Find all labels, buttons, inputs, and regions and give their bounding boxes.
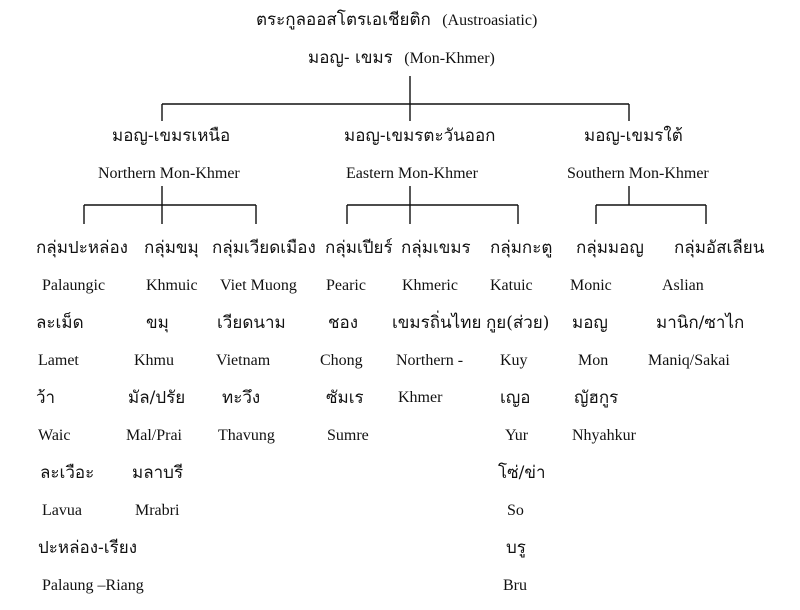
- group-khmuic-english: Khmuic: [146, 277, 198, 294]
- group-monic-thai: กลุ่มมอญ: [576, 238, 644, 258]
- lang-monic-2: Mon: [578, 352, 609, 369]
- lang-khmuic-5: มลาบรี: [132, 463, 184, 483]
- lang-vietmuong-4: Thavung: [218, 427, 275, 444]
- lang-katuic-8: Bru: [503, 577, 527, 594]
- lang-pearic-4: Sumre: [327, 427, 369, 444]
- division-south-english: Southern Mon-Khmer: [567, 165, 709, 182]
- lang-palaungic-3: ว้า: [36, 388, 56, 408]
- group-palaungic-thai: กลุ่มปะหล่อง: [36, 238, 128, 258]
- lang-palaungic-1: ละเม็ด: [36, 313, 84, 333]
- lang-khmuic-2: Khmu: [134, 352, 174, 369]
- division-north-english: Northern Mon-Khmer: [98, 165, 240, 182]
- division-south-thai: มอญ-เขมรใต้: [584, 126, 683, 146]
- group-pearic-thai: กลุ่มเปียร์: [325, 238, 393, 258]
- root-branch: [308, 50, 495, 67]
- lang-palaungic-7: ปะหล่อง-เรียง: [38, 538, 138, 558]
- lang-pearic-3: ซัมเร: [326, 388, 364, 408]
- lang-katuic-4: Yur: [505, 427, 529, 444]
- lang-vietmuong-3: ทะวึง: [222, 388, 261, 408]
- root-branch-english: (Mon-Khmer): [404, 50, 495, 67]
- lang-monic-3: ญัฮกูร: [574, 388, 619, 408]
- lang-khmuic-1: ขมุ: [146, 313, 169, 333]
- lang-khmuic-3: มัล/ปรัย: [128, 388, 186, 408]
- lang-palaungic-2: Lamet: [38, 352, 79, 369]
- group-aslian-thai: กลุ่มอัสเลียน: [674, 238, 765, 258]
- lang-vietmuong-1: เวียดนาม: [217, 313, 286, 333]
- lang-aslian-2: Maniq/Sakai: [648, 352, 730, 369]
- group-palaungic-english: Palaungic: [42, 277, 106, 294]
- lang-khmeric-3: Khmer: [398, 389, 443, 406]
- lang-khmeric-1: เขมรถิ่นไทย: [392, 313, 482, 333]
- group-vietmuong-english: Viet Muong: [220, 277, 297, 294]
- lang-katuic-1: กูย(ส่วย): [486, 313, 550, 333]
- division-north-thai: มอญ-เขมรเหนือ: [112, 126, 231, 146]
- root-title: [256, 12, 537, 29]
- lang-vietmuong-2: Vietnam: [216, 352, 271, 369]
- lang-katuic-3: เญอ: [500, 388, 531, 408]
- group-aslian-english: Aslian: [662, 277, 704, 294]
- group-pearic-english: Pearic: [326, 277, 366, 294]
- lang-khmuic-4: Mal/Prai: [126, 427, 182, 444]
- group-khmuic-thai: กลุ่มขมุ: [144, 238, 199, 258]
- group-vietmuong-thai: กลุ่มเวียดเมือง: [212, 238, 316, 258]
- lang-palaungic-8: Palaung –Riang: [42, 577, 144, 594]
- lang-katuic-2: Kuy: [500, 352, 528, 369]
- root-branch-thai: มอญ- เขมร: [308, 48, 393, 68]
- group-khmeric-english: Khmeric: [402, 277, 458, 294]
- lang-katuic-5: โซ่/ข่า: [498, 463, 546, 483]
- lang-palaungic-4: Waic: [38, 427, 71, 444]
- group-katuic-english: Katuic: [490, 277, 533, 294]
- lang-katuic-6: So: [507, 502, 524, 519]
- group-khmeric-thai: กลุ่มเขมร: [401, 238, 471, 258]
- division-east-thai: มอญ-เขมรตะวันออก: [344, 126, 496, 146]
- lang-palaungic-5: ละเวือะ: [40, 463, 95, 483]
- root-family-english: (Austroasiatic): [442, 12, 538, 29]
- lang-khmuic-6: Mrabri: [135, 502, 180, 519]
- lang-katuic-7: บรู: [506, 538, 526, 558]
- division-east-english: Eastern Mon-Khmer: [346, 165, 478, 182]
- lang-monic-1: มอญ: [572, 313, 608, 333]
- lang-pearic-2: Chong: [320, 352, 363, 369]
- group-katuic-thai: กลุ่มกะตู: [490, 238, 553, 258]
- lang-pearic-1: ชอง: [328, 313, 359, 333]
- lang-monic-4: Nhyahkur: [572, 427, 636, 444]
- lang-aslian-1: มานิก/ซาไก: [656, 313, 745, 333]
- root-family-thai: ตระกูลออสโตรเอเชียติก: [256, 10, 431, 30]
- group-monic-english: Monic: [570, 277, 612, 294]
- lang-khmeric-2: Northern -: [396, 352, 464, 369]
- lang-palaungic-6: Lavua: [42, 502, 82, 519]
